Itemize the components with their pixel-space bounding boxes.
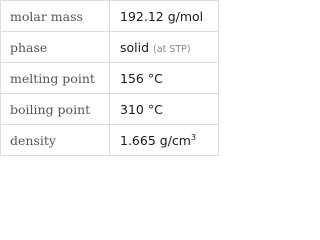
- row-label-melting-point: melting point: [1, 63, 110, 94]
- row-value-boiling-point: [110, 94, 219, 125]
- table-row-phase: [1, 32, 219, 63]
- row-label-phase: phase: [1, 32, 110, 63]
- molar-mass-value: 192.12 g/mol: [120, 8, 204, 24]
- table-row-density: [1, 125, 219, 156]
- phase-condition-note: (at STP): [153, 43, 191, 55]
- table-row-molar-mass: [1, 1, 219, 32]
- table-row-melting-point: [1, 63, 219, 94]
- row-label-boiling-point: boiling point: [1, 94, 110, 125]
- row-label-density: density: [1, 125, 110, 156]
- melting-point-value: 156 °C: [120, 70, 163, 86]
- row-label-molar-mass: molar mass: [1, 1, 110, 32]
- properties-table: [0, 0, 219, 156]
- row-value-phase: [110, 32, 219, 63]
- table-row-boiling-point: [1, 94, 219, 125]
- density-unit-exponent: 3: [190, 132, 197, 142]
- density-value: 1.665 g/cm: [120, 132, 191, 148]
- phase-value: solid: [120, 39, 150, 55]
- boiling-point-value: 310 °C: [120, 101, 163, 117]
- row-value-density: [110, 125, 219, 156]
- row-value-melting-point: [110, 63, 219, 94]
- row-value-molar-mass: [110, 1, 219, 32]
